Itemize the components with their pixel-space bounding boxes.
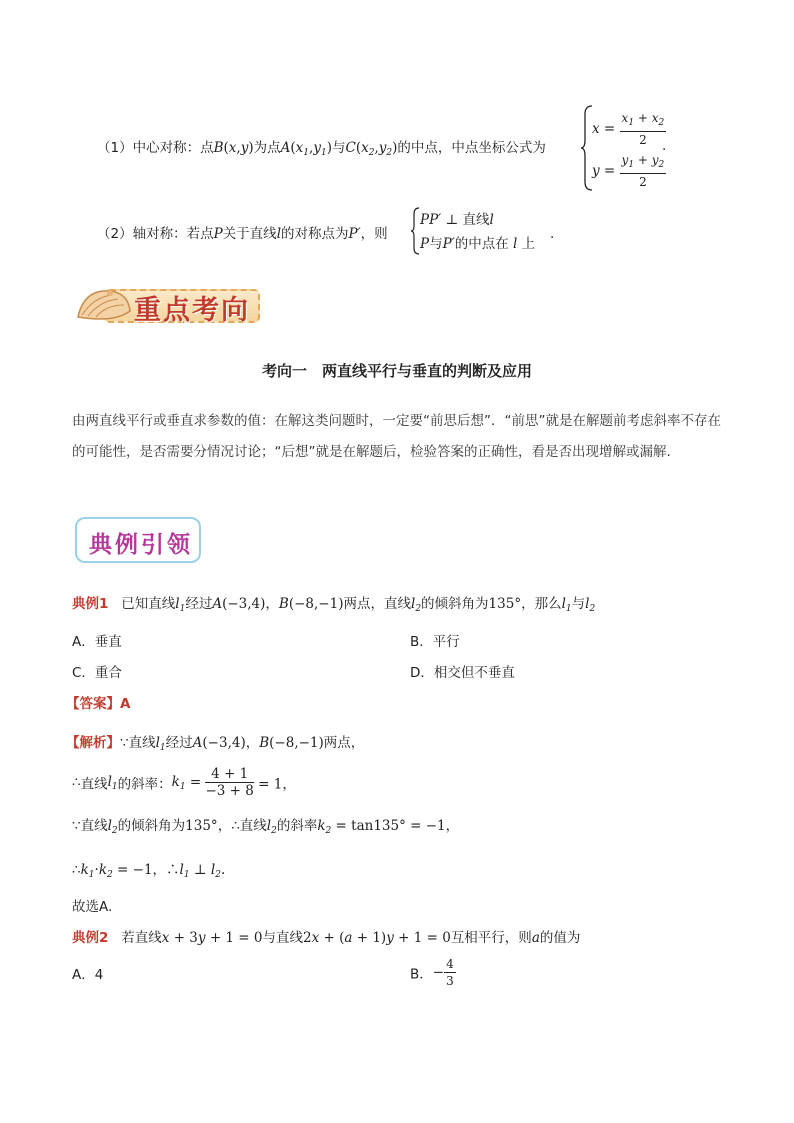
midpoint-formula: x = $\frac{x_1 + x_2}{2}$ y = $\frac{y_1 + y_2}{2}$ . (580, 104, 680, 192)
example-tag: 典例引领 (75, 517, 201, 563)
seashell-icon (74, 283, 134, 327)
section-title: 考向一 两直线平行与垂直的判断及应用 (261, 362, 532, 380)
formula-x: x = $\frac{x_1 + x_2}{2}$ (592, 111, 665, 147)
left-brace-small (410, 206, 420, 256)
banner-title: 重点考向 (134, 295, 250, 326)
conclusion: 故选A. (72, 899, 113, 915)
option-a[interactable]: A．垂直 (72, 634, 122, 650)
answer: 【答案】A (66, 696, 131, 712)
ex2-option-b[interactable]: B．− $\frac{4}{3}$ (410, 957, 454, 988)
analysis-line-2: ∴直线$l_1$的斜率：$k_1$ = $\frac{4 + 1}{-3 + 8}$ = 1， (72, 766, 296, 799)
section-banner (74, 281, 264, 329)
axial-conditions: PP′ ⊥ 直线l P与P′的中点在 l 上 . (410, 206, 570, 258)
example2-question: 典例2 若直线x + 3y + 1 = 0与直线2x + (a + 1)y + 1 = 0互相平行，则a的值为 (72, 930, 581, 946)
because-symbol: ∵ (120, 735, 129, 751)
formula-y: y = $\frac{y_1 + y_2}{2}$ (592, 153, 665, 189)
option-c[interactable]: C．重合 (72, 665, 122, 681)
example1-question: 典例1 已知直线$l_1$经过A(−3,4)，B(−8,−1)两点，直线$l_2$的倾斜角为135°，那么$l_1$与$l_2$ (72, 596, 596, 614)
option-b[interactable]: B．平行 (410, 634, 460, 650)
analysis-line-1: 【解析】∵直线$l_1$经过A(−3,4)，B(−8,−1)两点， (66, 735, 365, 753)
analysis-line-3: ∵直线$l_2$的倾斜角为135°，∴直线$l_2$的斜率$k_2 = \tan 135^\circ = -1$， (72, 818, 460, 836)
ex2-option-a[interactable]: A．4 (72, 967, 104, 983)
option-d[interactable]: D．相交但不垂直 (410, 665, 515, 681)
item-central-symmetry: （1）中心对称：点B(x,y)为点$A(x_1,y_1)$与$C(x_2,y_2)$的中点，中点坐标公式为 (97, 140, 546, 158)
intro-paragraph: 由两直线平行或垂直求参数的值：在解这类问题时，一定要“前思后想”．“前思”就是在解题前考虑斜率不存在的可能性，是否需要分情况讨论；“后想”就是在解题后，检验答案的正确性，看是否出现增解或漏解. (72, 413, 721, 460)
analysis-line-4: $\therefore k_1\cdot k_2 = -1$，$\therefore l_1$ ⊥ $l_2$. (72, 862, 226, 880)
item-axial-symmetry: （2）轴对称：若点P关于直线l的对称点为P′，则 (97, 226, 388, 242)
